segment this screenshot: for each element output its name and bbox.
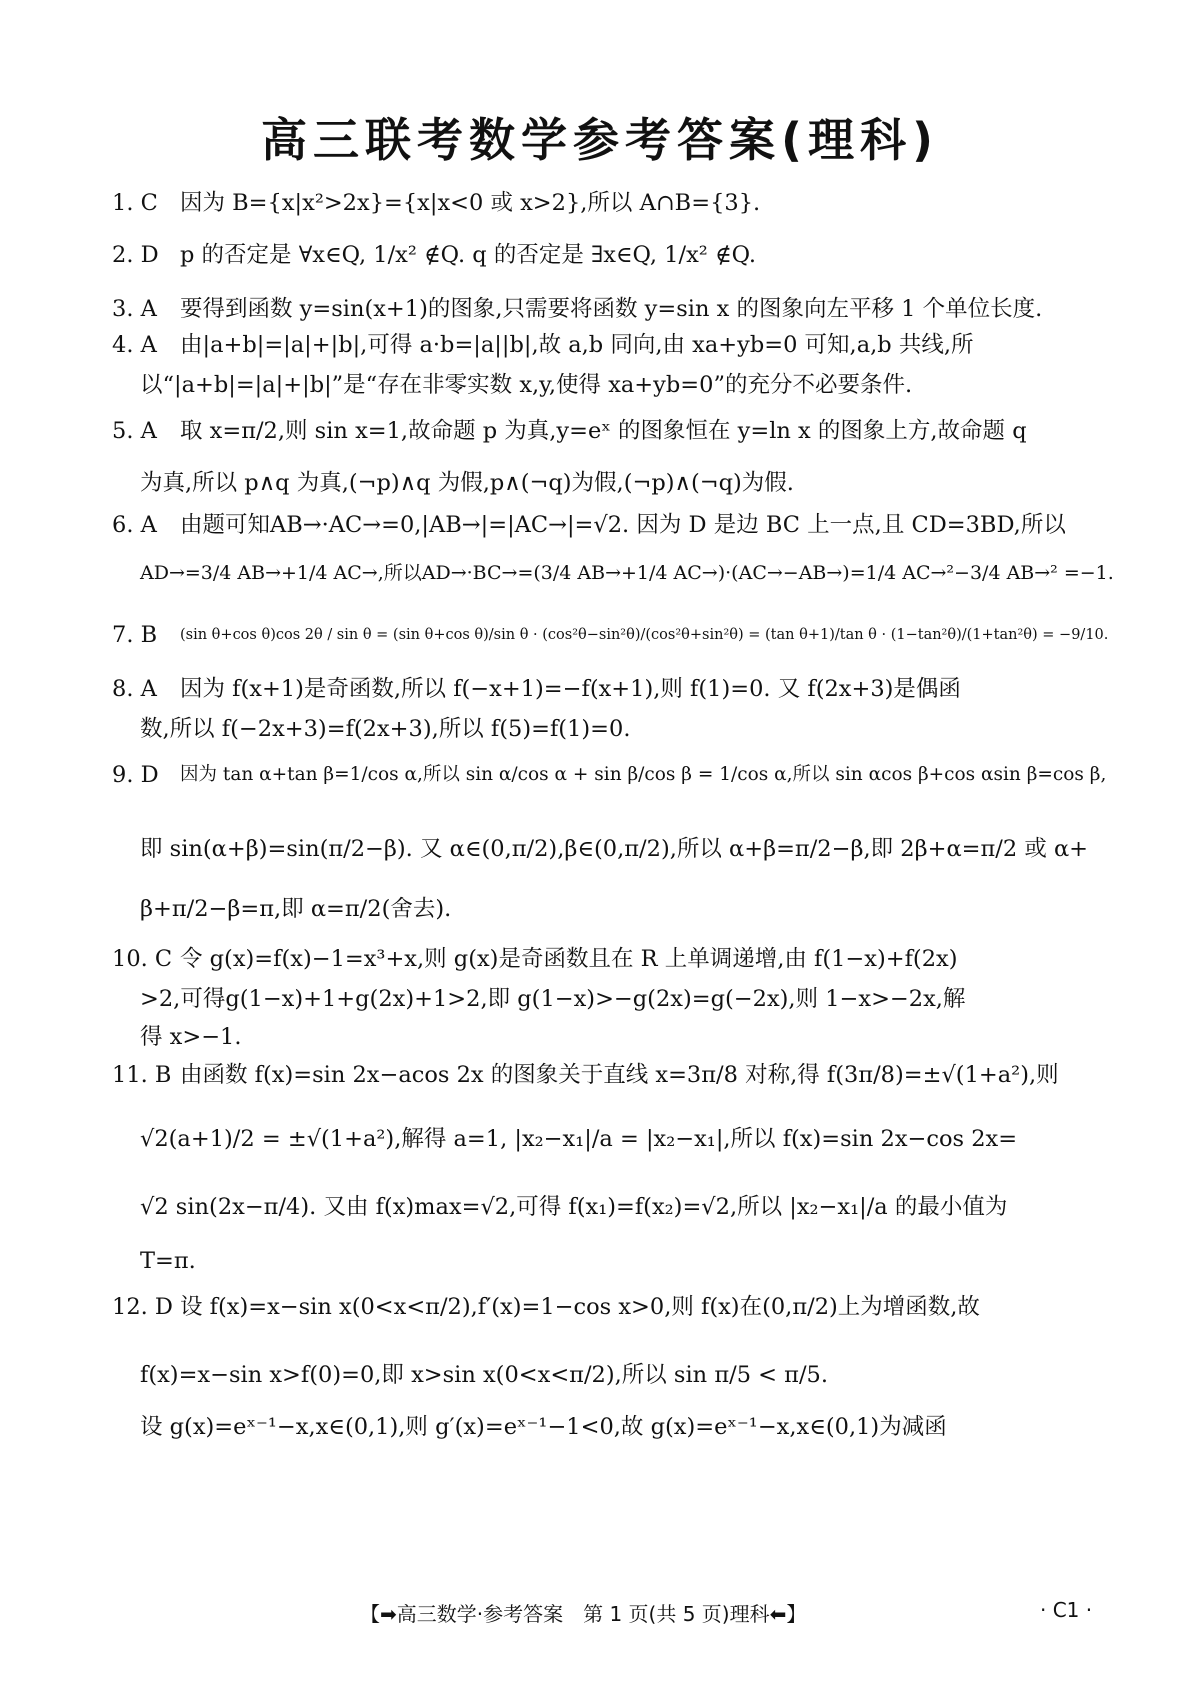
page-number: · C1 · — [1040, 1598, 1093, 1622]
answer-number: 5. A — [112, 418, 157, 444]
answer-text: 因为 tan α+tan β=1/cos α,所以 sin α/cos α + sin β/cos β = 1/cos α,所以 sin αcos β+cos αsin β=cos β, — [180, 764, 1107, 785]
answer-text: 要得到函数 y=sin(x+1)的图象,只需要将函数 y=sin x 的图象向左平移 1 个单位长度. — [180, 296, 1043, 322]
answer-number: 2. D — [112, 242, 159, 268]
answer-number: 1. C — [112, 190, 158, 216]
answer-text-continued: 以“|a+b|=|a|+|b|”是“存在非零实数 x,y,使得 xa+yb=0”的充分不必要条件. — [140, 372, 913, 398]
answer-text-continued: >2,可得g(1−x)+1+g(2x)+1>2,即 g(1−x)>−g(2x)=g(−2x),则 1−x>−2x,解 — [140, 986, 966, 1012]
answer-text: 由|a+b|=|a|+|b|,可得 a·b=|a||b|,故 a,b 同向,由 xa+yb=0 可知,a,b 共线,所 — [180, 332, 974, 358]
answer-text: 设 f(x)=x−sin x(0<x<π/2),f′(x)=1−cos x>0,则 f(x)在(0,π/2)上为增函数,故 — [180, 1294, 980, 1320]
answer-text-continued: 得 x>−1. — [140, 1024, 242, 1050]
answer-number: 11. B — [112, 1062, 172, 1088]
answer-number: 10. C — [112, 946, 173, 972]
answer-text-continued: √2(a+1)/2 = ±√(1+a²),解得 a=1, |x₂−x₁|/a = |x₂−x₁|,所以 f(x)=sin 2x−cos 2x= — [140, 1126, 1018, 1152]
answer-text-continued: β+π/2−β=π,即 α=π/2(舍去). — [140, 896, 452, 922]
answer-text: 因为 B={x|x²>2x}={x|x<0 或 x>2},所以 A∩B={3}. — [180, 190, 761, 216]
answer-number: 7. B — [112, 622, 158, 648]
answer-number: 6. A — [112, 512, 157, 538]
answer-number: 4. A — [112, 332, 157, 358]
answer-text-continued: 即 sin(α+β)=sin(π/2−β). 又 α∈(0,π/2),β∈(0,π/2),所以 α+β=π/2−β,即 2β+α=π/2 或 α+ — [140, 836, 1089, 862]
answer-text: 令 g(x)=f(x)−1=x³+x,则 g(x)是奇函数且在 R 上单调递增,由 f(1−x)+f(2x) — [180, 946, 958, 972]
answer-text-continued: √2 sin(2x−π/4). 又由 f(x)max=√2,可得 f(x₁)=f(x₂)=√2,所以 |x₂−x₁|/a 的最小值为 — [140, 1194, 1008, 1220]
answer-text: p 的否定是 ∀x∈Q, 1/x² ∉Q. q 的否定是 ∃x∈Q, 1/x² ∉Q. — [180, 242, 757, 268]
answer-text-continued: 数,所以 f(−2x+3)=f(2x+3),所以 f(5)=f(1)=0. — [140, 716, 631, 742]
answer-number: 12. D — [112, 1294, 173, 1320]
answer-text: 因为 f(x+1)是奇函数,所以 f(−x+1)=−f(x+1),则 f(1)=0. 又 f(2x+3)是偶函 — [180, 676, 961, 702]
answer-text-continued: f(x)=x−sin x>f(0)=0,即 x>sin x(0<x<π/2),所以 sin π/5 < π/5. — [140, 1362, 828, 1388]
answer-text: 由题可知AB→·AC→=0,|AB→|=|AC→|=√2. 因为 D 是边 BC 上一点,且 CD=3BD,所以 — [180, 512, 1066, 538]
answer-number: 9. D — [112, 762, 159, 788]
answer-text: 取 x=π/2,则 sin x=1,故命题 p 为真,y=eˣ 的图象恒在 y=ln x 的图象上方,故命题 q — [180, 418, 1027, 444]
answer-text: 由函数 f(x)=sin 2x−acos 2x 的图象关于直线 x=3π/8 对称,得 f(3π/8)=±√(1+a²),则 — [180, 1062, 1059, 1088]
answer-text-continued: 为真,所以 p∧q 为真,(¬p)∧q 为假,p∧(¬q)为假,(¬p)∧(¬q)为假. — [140, 470, 794, 496]
answer-text-continued: T=π. — [140, 1248, 196, 1274]
page-title: 高三联考数学参考答案(理科) — [260, 113, 940, 167]
footer-text: 【➡高三数学·参考答案 第 1 页(共 5 页)理科⬅】 — [360, 1602, 807, 1626]
answer-number: 3. A — [112, 296, 157, 322]
answer-text-continued: 设 g(x)=eˣ⁻¹−x,x∈(0,1),则 g′(x)=eˣ⁻¹−1<0,故 g(x)=eˣ⁻¹−x,x∈(0,1)为减函 — [140, 1414, 947, 1440]
answer-number: 8. A — [112, 676, 157, 702]
answer-text: (sin θ+cos θ)cos 2θ / sin θ = (sin θ+cos θ)/sin θ · (cos²θ−sin²θ)/(cos²θ+sin²θ) = (tan θ+1)/tan θ · (1−tan²θ)/(1+tan²θ) = −9/10. — [180, 627, 1109, 643]
answer-text-continued: AD→=3/4 AB→+1/4 AC→,所以AD→·BC→=(3/4 AB→+1/4 AC→)·(AC→−AB→)=1/4 AC→²−3/4 AB→² =−1. — [140, 562, 1114, 584]
